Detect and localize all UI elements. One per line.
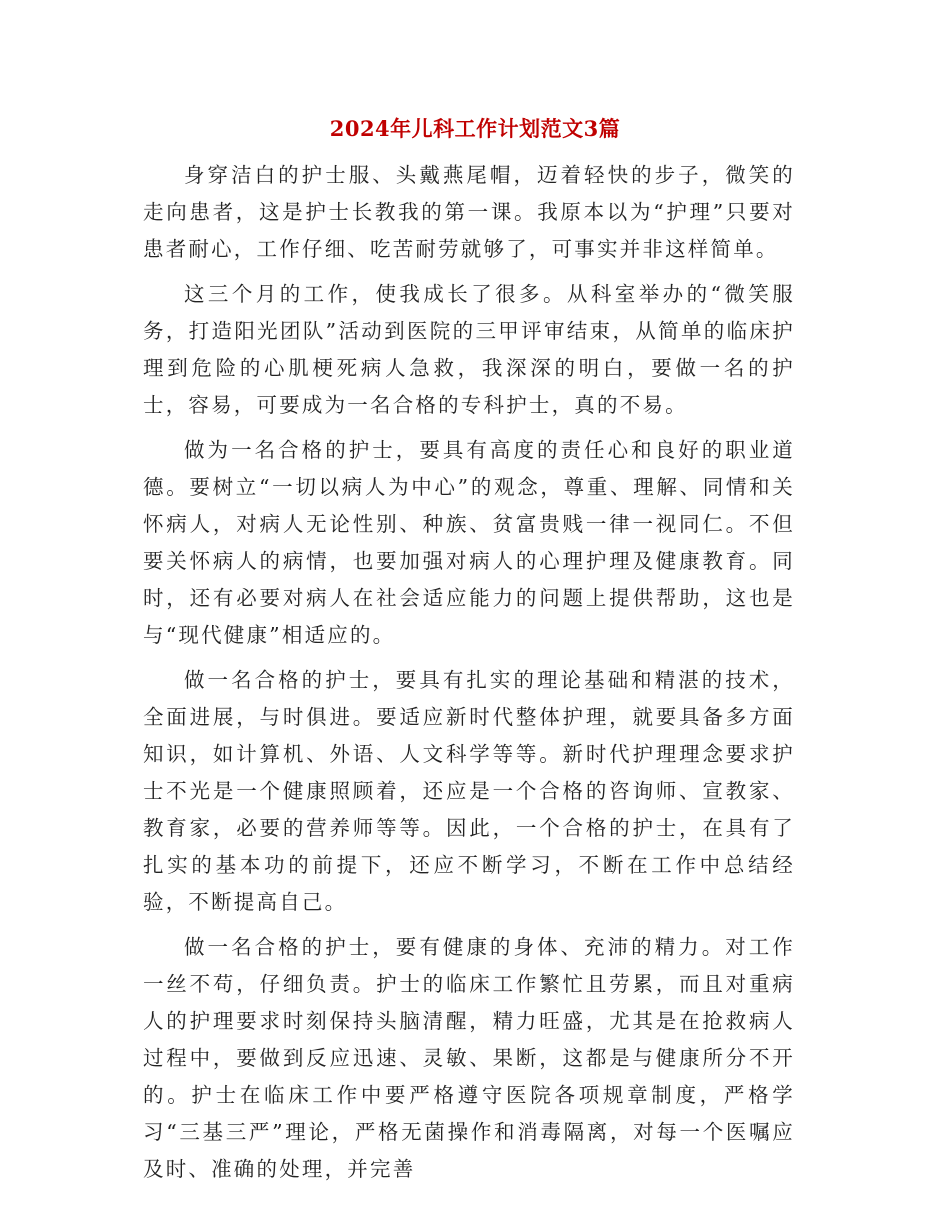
paragraph-3: 做为一名合格的护士，要具有高度的责任心和良好的职业道德。要树立“一切以病人为中心”的观念，尊重、理解、同情和关怀病人，对病人无论性别、种族、贫富贵贱一律一视同仁。不但要关怀病人的病情，也要加强对病人的心理护理及健康教育。同时，还有必要对病人在社会适应能力的问题上提供帮助，这也是与“现代健康”相适应的。 [143,438,795,647]
paragraph-2: 这三个月的工作，使我成长了很多。从科室举办的“微笑服务，打造阳光团队”活动到医院的三甲评审结束，从简单的临床护理到危险的心肌梗死病人急救，我深深的明白，要做一名的护士，容易，可要成为一名合格的专科护士，真的不易。 [143,282,795,417]
document-title: 2024年儿科工作计划范文3篇 [329,116,621,141]
paragraph-5: 做一名合格的护士，要有健康的身体、充沛的精力。对工作一丝不苟，仔细负责。护士的临床工作繁忙且劳累，而且对重病人的护理要求时刻保持头脑清醒，精力旺盛，尤其是在抢救病人过程中，要做到反应迅速、灵敏、果断，这都是与健康所分不开的。护士在临床工作中要严格遵守医院各项规章制度，严格学习“三基三严”理论，严格无菌操作和消毒隔离，对每一个医嘱应及时、准确的处理，并完善 [143,935,795,1181]
paragraph-4: 做一名合格的护士，要具有扎实的理论基础和精湛的技术，全面进展，与时俱进。要适应新时代整体护理，就要具备多方面知识，如计算机、外语、人文科学等等。新时代护理理念要求护士不光是一个健康照顾着，还应是一个合格的咨询师、宣教家、教育家，必要的营养师等等。因此，一个合格的护士，在具有了扎实的基本功的前提下，还应不断学习，不断在工作中总结经验，不断提高自己。 [143,668,795,914]
document-body [143,157,795,1196]
paragraph-1: 身穿洁白的护士服、头戴燕尾帽，迈着轻快的步子，微笑的走向患者，这是护士长教我的第一课。我原本以为“护理”只要对患者耐心，工作仔细、吃苦耐劳就够了，可事实并非这样简单。 [143,163,795,261]
